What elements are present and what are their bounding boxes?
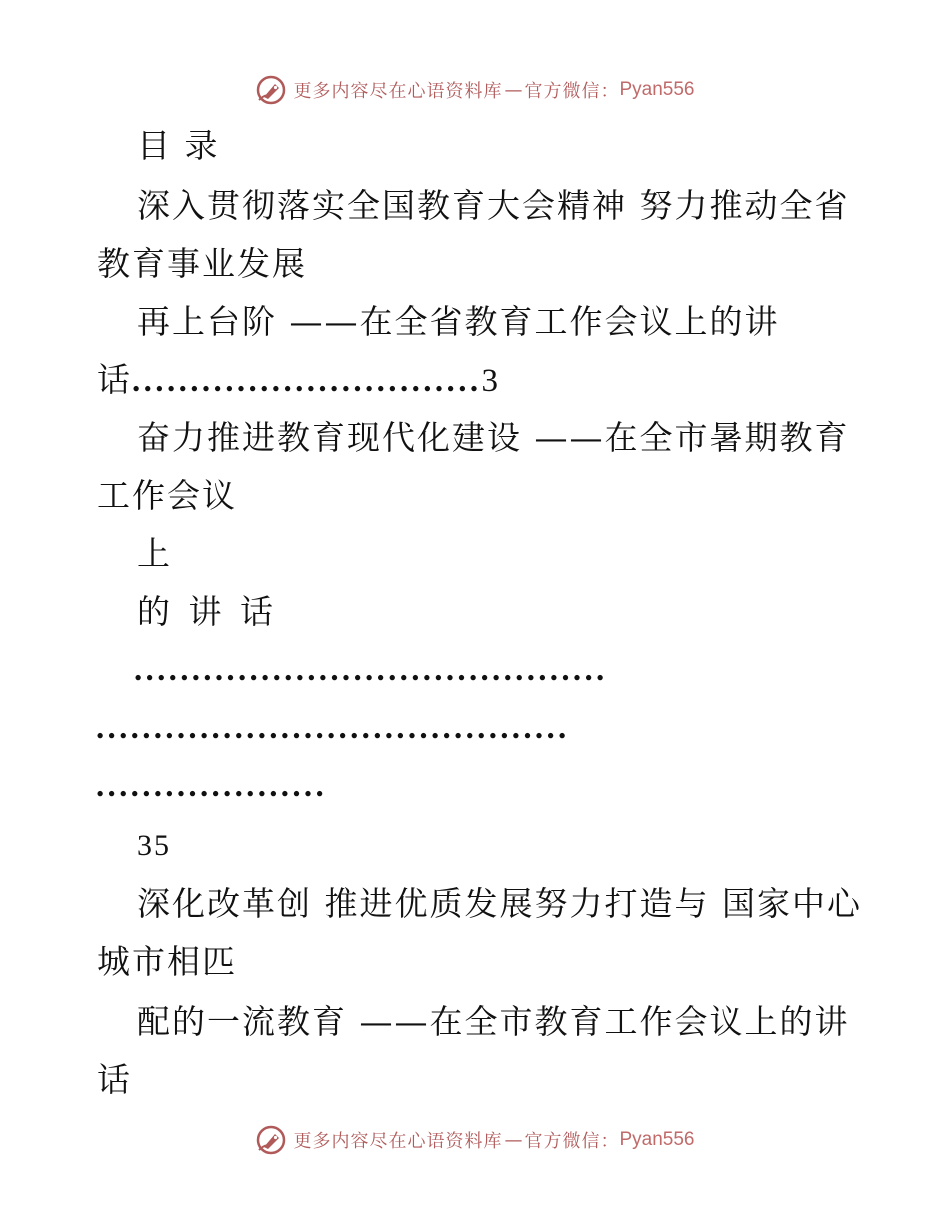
pen-nib-logo-icon — [255, 74, 287, 106]
toc-entry1-line2: 教育事业发展 — [97, 244, 307, 283]
toc-entry3-line2: 城市相匹 — [97, 942, 237, 981]
watermark-separator: — — [504, 79, 523, 101]
watermark-separator: — — [504, 1129, 523, 1151]
toc-entry2-line4: 的 讲 话 — [137, 592, 277, 631]
toc-entry3-line1: 深化改革创 推进优质发展努力打造与 国家中心 — [137, 884, 862, 923]
toc-entry1-line3: 再上台阶 ——在全省教育工作会议上的讲 — [137, 302, 780, 341]
watermark-handle: Pyan556 — [619, 1129, 695, 1150]
toc-entry2-leader-dots-3: .................... — [96, 768, 327, 804]
header-watermark — [0, 70, 950, 110]
toc-entry2-leader-dots-2: ......................................... — [96, 710, 570, 746]
toc-entry2-line1: 奋力推进教育现代化建设 ——在全市暑期教育 — [137, 418, 850, 457]
toc-entry3-line4: 话 — [97, 1060, 132, 1099]
toc-entry3-line3: 配的一流教育 ——在全市教育工作会议上的讲 — [137, 1002, 850, 1041]
toc-entry2-line2: 工作会议 — [97, 476, 237, 515]
watermark-handle: Pyan556 — [619, 79, 695, 100]
pen-nib-logo-icon — [255, 1124, 287, 1156]
toc-entry1-leader-dots: .............................. — [132, 363, 482, 399]
watermark-wechat-label: 官方微信： — [524, 81, 620, 102]
toc-entry2-page-number: 35 — [137, 829, 171, 862]
toc-title: 目 录 — [137, 126, 220, 165]
toc-entry1-line1: 深入贯彻落实全国教育大会精神 努力推动全省 — [137, 186, 850, 225]
toc-entry1-line4-text: 话 — [97, 360, 132, 399]
toc-entry2-leader-dots-1: ......................................... — [134, 652, 608, 688]
toc-entry2-line3: 上 — [137, 534, 172, 573]
toc-entry1-line4 — [97, 360, 500, 401]
footer-watermark — [0, 1120, 950, 1160]
watermark-site-text: 更多内容尽在心语资料库 — [293, 1131, 503, 1152]
toc-entry1-page-number: 3 — [481, 363, 500, 399]
watermark-site-text: 更多内容尽在心语资料库 — [293, 81, 503, 102]
watermark-wechat-label: 官方微信： — [524, 1131, 620, 1152]
